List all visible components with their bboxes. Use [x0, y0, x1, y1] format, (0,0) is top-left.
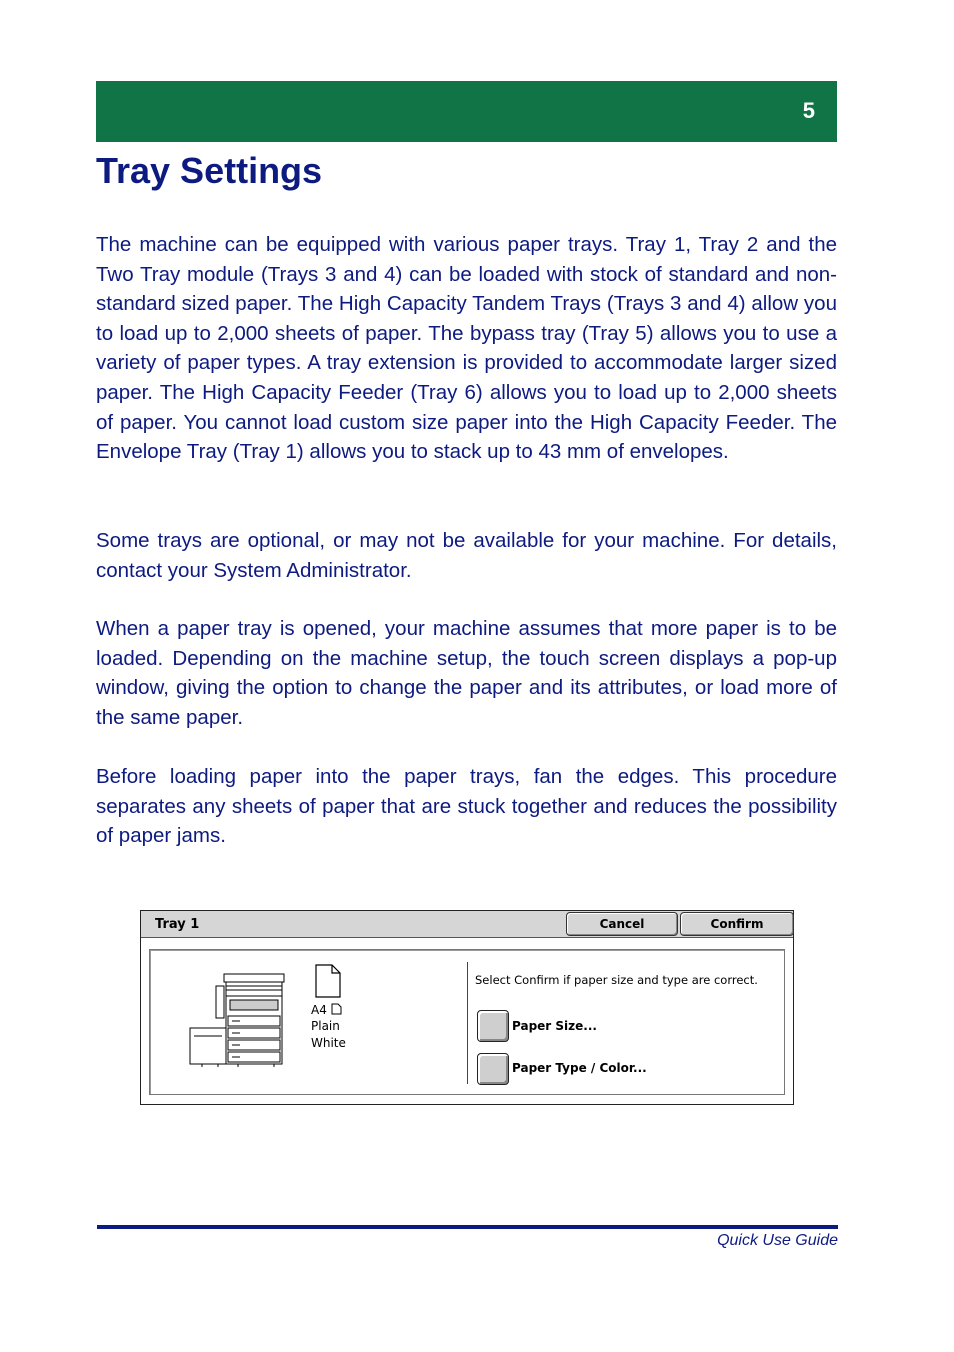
confirm-button[interactable]: Confirm — [680, 912, 794, 936]
footer-guide-title: Quick Use Guide — [717, 1232, 838, 1249]
paper-sheet-icon — [315, 964, 341, 998]
paper-type-color-button[interactable] — [477, 1053, 509, 1085]
screen-instruction: Select Confirm if paper size and type are correct. — [475, 973, 758, 987]
portrait-orientation-icon — [331, 1003, 342, 1015]
paper-size-value — [311, 1002, 342, 1018]
paragraph-tray-opened: When a paper tray is opened, your machine assumes that more paper is to be loaded. Depending on the machine setup, the touch screen displays a pop-up window, giving the option to change the paper and its attributes, or load more of the same paper. — [96, 617, 837, 729]
machine-icon — [188, 972, 298, 1068]
screen-content — [149, 949, 785, 1095]
paper-size-button-label: Paper Size... — [512, 1019, 597, 1033]
paper-type-value: Plain — [311, 1019, 340, 1033]
header-bar — [96, 81, 837, 142]
footer-rule — [97, 1225, 838, 1229]
screen-title: Tray 1 — [155, 917, 200, 932]
page-title: Tray Settings — [96, 150, 323, 191]
paper-type-color-button-label: Paper Type / Color... — [512, 1061, 647, 1075]
screen-titlebar — [141, 911, 793, 938]
paragraph-fan-edges: Before loading paper into the paper trays, fan the edges. This procedure separates any sheets of paper that are stuck together and reduces the possibility of paper jams. — [96, 765, 837, 848]
cancel-button[interactable]: Cancel — [566, 912, 678, 936]
paper-color-value: White — [311, 1036, 346, 1050]
paragraph-optional-trays: Some trays are optional, or may not be available for your machine. For details, contact your System Administrator. — [96, 529, 837, 582]
content-divider — [467, 962, 468, 1084]
paper-size-text: A4 — [311, 1003, 327, 1017]
paragraph-trays-overview: The machine can be equipped with various paper trays. Tray 1, Tray 2 and the Two Tray module (Trays 3 and 4) can be loaded with stock of standard and non-standard sized paper. The High Capacity Tandem Trays (Trays 3 and 4) allow you to load up to 2,000 sheets of paper. The bypass tray (Tray 5) allows you to use a variety of paper types. A tray extension is provided to accommodate larger sized paper. The High Capacity Feeder (Tray 6) allows you to load up to 2,000 sheets of paper. You cannot load custom size paper into the High Capacity Feeder. The Envelope Tray (Tray 1) allows you to stack up to 43 mm of envelopes. — [96, 233, 837, 464]
tray-screen-screenshot — [140, 910, 794, 1105]
paper-size-button[interactable] — [477, 1010, 509, 1042]
page-number: 5 — [802, 98, 815, 123]
